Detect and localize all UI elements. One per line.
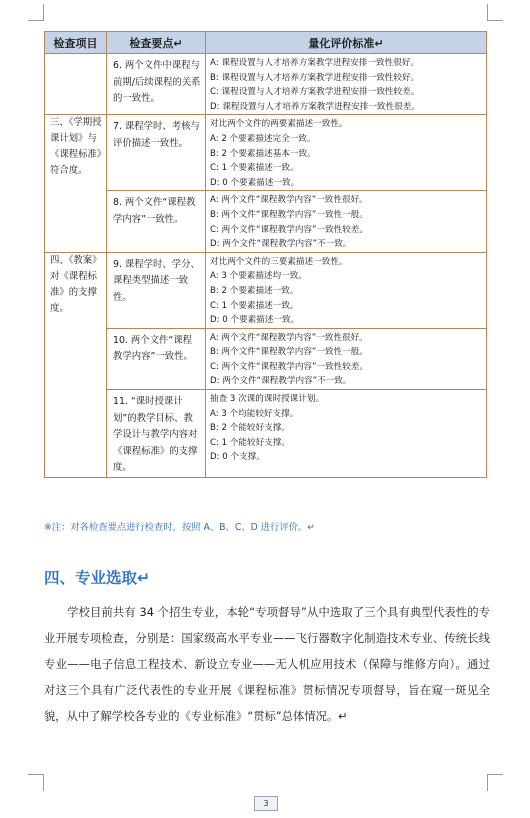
criteria-line: D: 0 个支撑。 <box>210 452 265 463</box>
check-item-cell <box>45 54 107 115</box>
section-title: 四、专业选取↵ <box>44 569 150 587</box>
table-header-row <box>45 32 487 54</box>
criteria-line: A: 3 个均能较好支撑。 <box>210 408 299 419</box>
criteria-line: B: 2 个要素描述一致。 <box>210 285 299 296</box>
evaluation-table <box>44 31 487 478</box>
crop-mark-top-left <box>43 4 44 21</box>
criteria-line: C: 1 个能较好支撑。 <box>210 437 290 448</box>
criteria-line: D: 两个文件“课程教学内容”不一致。 <box>210 376 352 387</box>
criteria-line: C: 1 个要素描述一致。 <box>210 300 299 311</box>
criteria-cell <box>206 115 487 191</box>
criteria-cell <box>206 54 487 115</box>
check-item-cell: 三、《学期授课计划》与《课程标准》符合度。 <box>45 115 107 252</box>
table-row <box>45 54 487 115</box>
check-point-cell: 7. 课程学时、考核与评价描述一致性。 <box>107 115 206 191</box>
crop-mark-top-left <box>28 20 44 21</box>
criteria-line: B: 2 个要素描述基本一致。 <box>210 148 316 159</box>
page-number: 3 <box>254 796 278 811</box>
criteria-line: C: 两个文件“课程教学内容”一致性较差。 <box>210 361 369 372</box>
criteria-line: A: 3 个要素描述均一致。 <box>210 271 307 282</box>
crop-mark-top-right <box>487 20 503 21</box>
criteria-cell <box>206 191 487 252</box>
crop-mark-bottom-left <box>43 774 44 791</box>
criteria-line: 对比两个文件的三要素描述一致性。 <box>210 256 348 267</box>
table-body <box>45 54 487 478</box>
criteria-line: B: 课程设置与人才培养方案教学进程安排一致性较好。 <box>210 72 420 83</box>
criteria-line: D: 0 个要素描述一致。 <box>210 177 300 188</box>
crop-mark-top-right <box>487 4 488 21</box>
body-paragraph <box>44 600 490 730</box>
table-row <box>45 115 487 191</box>
criteria-line: C: 1 个要素描述一致。 <box>210 163 299 174</box>
table-row <box>45 328 487 389</box>
criteria-line: A: 两个文件“课程教学内容”一致性很好。 <box>210 332 368 343</box>
crop-mark-bottom-right <box>487 774 488 791</box>
check-point-cell: 9. 课程学时、学分、课程类型描述一致性。 <box>107 252 206 328</box>
check-point-cell: 10. 两个文件“课程教学内容”一致性。 <box>107 328 206 389</box>
criteria-line: A: 2 个要素描述完全一致。 <box>210 133 316 144</box>
criteria-line: A: 两个文件“课程教学内容”一致性很好。 <box>210 195 368 206</box>
criteria-line: C: 两个文件“课程教学内容”一致性较差。 <box>210 224 369 235</box>
paragraph-text: 学校目前共有 34 个招生专业，本轮“专项督导”从中选取了三个具有典型代表性的专业开展专项检查，分别是：国家级高水平专业——飞行器数字化制造技术专业、传统长线专业——电子信息工程技术、新设立专业——无人机应用技术（保障与维修方向）。通过对这三个具有广泛代表性的专业开展《课程标准》贯标情况专项督导，旨在窥一斑见全貌，从中了解学校各专业的《专业标准》“贯标”总体情况。↵ <box>44 606 490 723</box>
table-row <box>45 390 487 478</box>
criteria-cell <box>206 252 487 328</box>
table-row <box>45 252 487 328</box>
criteria-line: B: 两个文件“课程教学内容”一致性一般。 <box>210 209 368 220</box>
header-criteria: 量化评价标准↵ <box>206 32 487 54</box>
criteria-line: D: 两个文件“课程教学内容”不一致。 <box>210 239 352 250</box>
table-row <box>45 191 487 252</box>
crop-mark-bottom-right <box>487 774 503 775</box>
check-point-cell: 11. “课时授课计划”的教学目标、教学设计与教学内容对《课程标准》的支撑度。 <box>107 390 206 478</box>
table-note: ※注：对各检查要点进行检查时，按照 A、B、C、D 进行评价。↵ <box>44 522 316 533</box>
criteria-line: D: 课程设置与人才培养方案教学进程安排一致性很差。 <box>210 101 420 112</box>
criteria-line: 对比两个文件的两要素描述一致性。 <box>210 119 348 130</box>
criteria-line: B: 两个文件“课程教学内容”一致性一般。 <box>210 347 368 358</box>
criteria-line: 抽查 3 次课的课时授课计划。 <box>210 394 325 405</box>
criteria-cell <box>206 390 487 478</box>
header-check-point: 检查要点↵ <box>107 32 206 54</box>
check-point-cell: 6. 两个文件中课程与前期/后续课程的关系的一致性。 <box>107 54 206 115</box>
check-point-cell: 8. 两个文件“课程教学内容”一致性。 <box>107 191 206 252</box>
criteria-line: C: 课程设置与人才培养方案教学进程安排一致性较差。 <box>210 87 420 98</box>
criteria-line: D: 0 个要素描述一致。 <box>210 315 300 326</box>
criteria-line: B: 2 个能较好支撑。 <box>210 423 290 434</box>
crop-mark-bottom-left <box>28 774 44 775</box>
header-check-item: 检查项目 <box>45 32 107 54</box>
criteria-cell <box>206 328 487 389</box>
check-item-cell: 四、《教案》对《课程标准》的支撑度。 <box>45 252 107 477</box>
criteria-line: A: 课程设置与人才培养方案教学进程安排一致性很好。 <box>210 58 420 68</box>
